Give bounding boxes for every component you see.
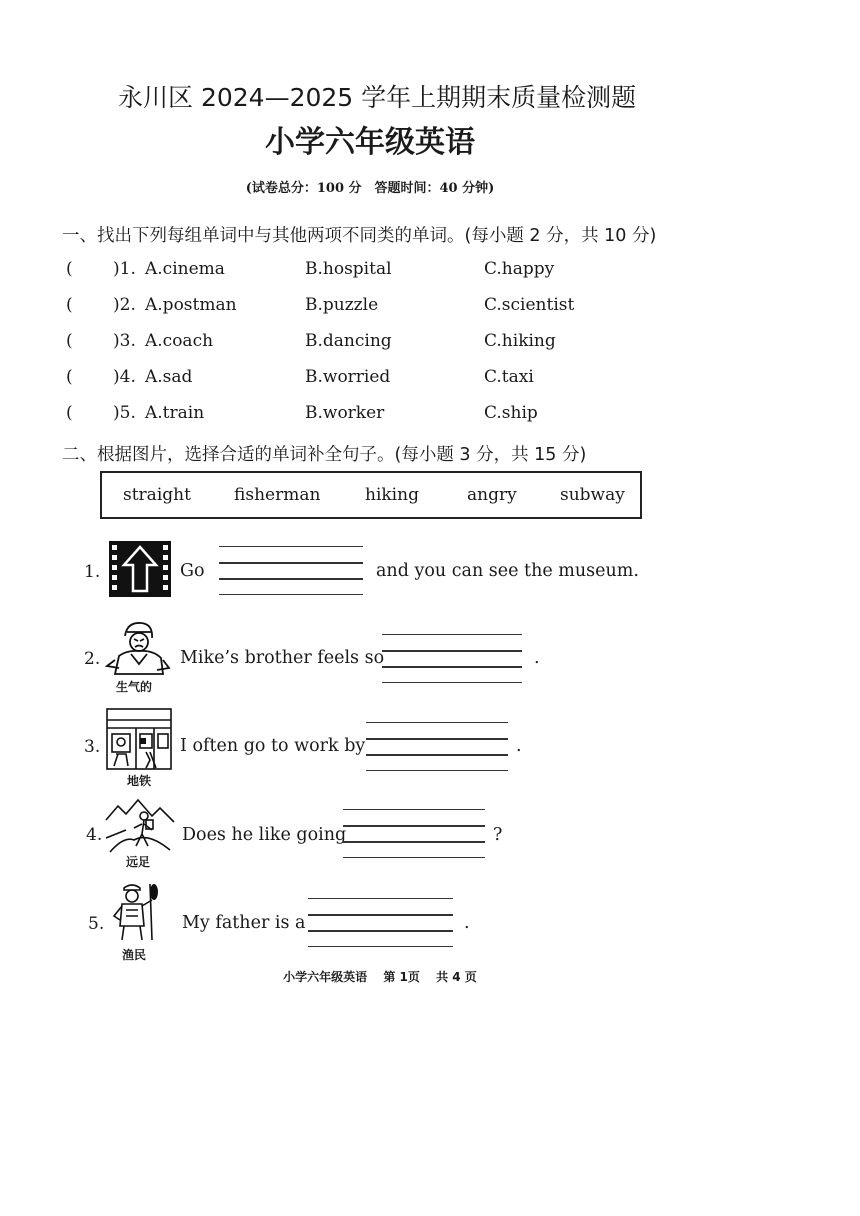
question-number: )3. [113,331,136,351]
item-text-after: . [464,913,470,933]
answer-paren: ( [66,295,73,315]
option-c: C.ship [484,403,538,423]
question-number: )5. [113,403,136,423]
straight-arrow-icon [109,541,171,597]
item-text-after: . [516,736,522,756]
writing-guide-line [219,546,363,547]
fisherman-icon [110,880,162,942]
exam-title: 永川区 2024—2025 学年上期期末质量检测题 [118,83,637,112]
writing-guide-line [219,594,363,595]
subway-icon [106,708,172,770]
hiking-icon [104,796,176,854]
item-text-after: . [534,648,540,668]
writing-guide-line [308,946,453,947]
word-bank-item: straight [123,485,191,505]
item-text-before: Go [180,561,205,581]
answer-paren: ( [66,367,73,387]
footer-page: 第 1页 [383,970,420,984]
writing-guide-line [343,809,485,810]
item-number: 3. [84,737,101,757]
section-two-heading: 二、根据图片，选择合适的单词补全句子。(每小题 3 分，共 15 分) [62,445,587,465]
exam-info: (试卷总分：100 分 答题时间：40 分钟) [245,181,495,196]
item-number: 4. [86,825,103,845]
word-bank-item: angry [467,485,517,505]
writing-guide-line [219,562,363,564]
option-a: A.postman [145,295,237,315]
item-text-before: My father is a [182,913,306,933]
picture-label: 地铁 [127,774,152,788]
word-bank-item: subway [560,485,625,505]
option-c: C.happy [484,259,555,279]
picture-label: 生气的 [116,680,153,694]
option-b: B.worker [305,403,385,423]
question-number: )4. [113,367,136,387]
section-one-heading: 一、找出下列每组单词中与其他两项不同类的单词。(每小题 2 分，共 10 分) [62,226,657,246]
option-b: B.worried [305,367,391,387]
answer-paren: ( [66,331,73,351]
item-text-before: Does he like going [182,825,347,845]
writing-guide-line [366,722,508,723]
writing-guide-line [382,634,522,635]
option-c: C.hiking [484,331,556,351]
answer-blank[interactable] [219,578,363,580]
option-a: A.train [145,403,205,423]
item-number: 1. [84,562,101,582]
writing-guide-line [308,898,453,899]
answer-blank[interactable] [308,930,453,932]
answer-blank[interactable] [343,841,485,843]
word-bank-item: hiking [365,485,419,505]
writing-guide-line [382,650,522,652]
option-a: A.sad [145,367,193,387]
writing-guide-line [343,857,485,858]
writing-guide-line [366,738,508,740]
footer-total: 共 4 页 [436,970,477,984]
answer-blank[interactable] [382,666,522,668]
item-text-after: and you can see the museum. [376,561,639,581]
writing-guide-line [366,770,508,771]
question-number: )1. [113,259,136,279]
option-b: B.puzzle [305,295,379,315]
item-number: 5. [88,914,105,934]
writing-guide-line [308,914,453,916]
option-a: A.cinema [145,259,225,279]
question-number: )2. [113,295,136,315]
angry-man-icon [105,618,171,676]
page-footer [0,968,760,985]
item-text-before: I often go to work by [180,736,366,756]
option-c: C.taxi [484,367,534,387]
picture-label: 远足 [126,855,151,869]
option-a: A.coach [145,331,214,351]
writing-guide-line [343,825,485,827]
option-c: C.scientist [484,295,575,315]
writing-guide-line [382,682,522,683]
item-number: 2. [84,649,101,669]
footer-subject: 小学六年级英语 [283,970,368,984]
option-b: B.dancing [305,331,392,351]
answer-paren: ( [66,259,73,279]
item-text-before: Mike’s brother feels so [180,648,385,668]
picture-label: 渔民 [122,948,147,962]
exam-subtitle: 小学六年级英语 [265,125,475,160]
answer-paren: ( [66,403,73,423]
answer-blank[interactable] [366,754,508,756]
item-text-after: ? [493,825,503,845]
word-bank-item: fisherman [234,485,321,505]
option-b: B.hospital [305,259,392,279]
